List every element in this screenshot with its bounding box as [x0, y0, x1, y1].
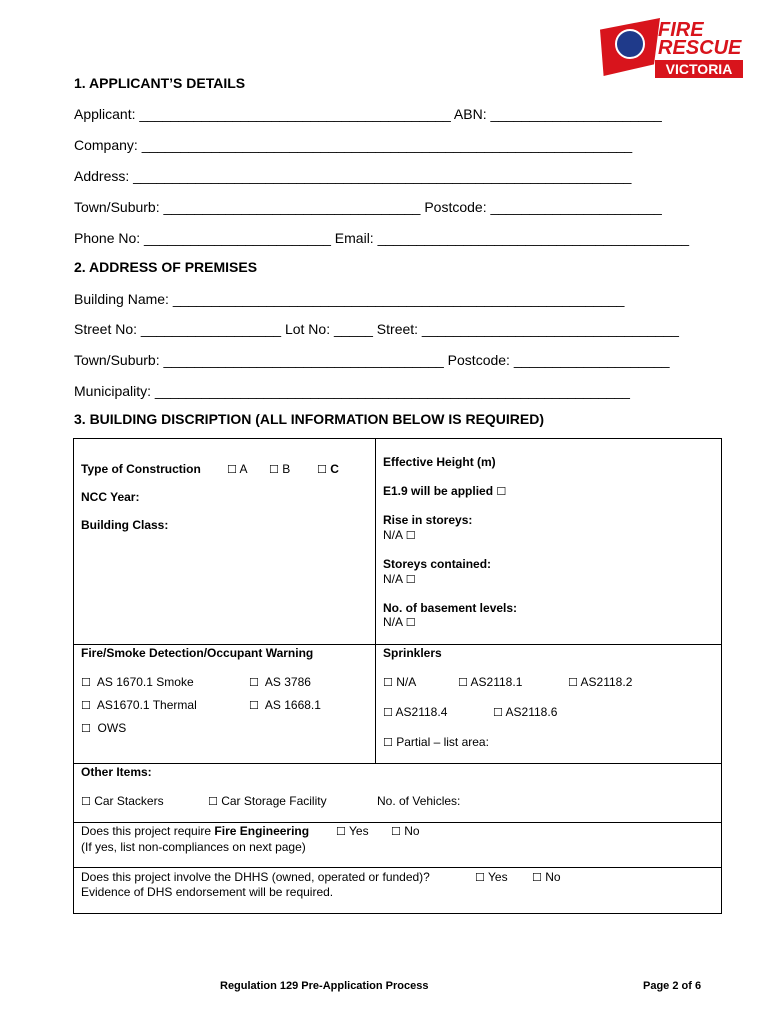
e19-checkbox[interactable]	[383, 484, 506, 499]
dhhs-note: Evidence of DHS endorsement will be required.	[81, 885, 334, 899]
rise-na-checkbox[interactable]	[383, 528, 416, 543]
basement-levels-label: No. of basement levels:	[383, 601, 518, 615]
construction-c-label: C	[330, 462, 339, 476]
fire-engineering-yes-checkbox[interactable]	[336, 824, 369, 839]
dhhs-no-checkbox[interactable]	[532, 870, 561, 885]
fire-engineering-bold-text: Fire Engineering	[214, 824, 310, 838]
dhhs-yes-label: Yes	[488, 870, 508, 884]
car-stackers-label: Car Stackers	[94, 794, 164, 808]
rise-na-label: N/A	[383, 528, 403, 542]
construction-a-label: A	[239, 462, 248, 476]
construction-a-checkbox[interactable]	[227, 462, 248, 477]
table-border-bottom	[73, 913, 722, 914]
rise-in-storeys-label: Rise in storeys:	[383, 513, 473, 527]
checkbox-icon: ☐	[532, 871, 542, 884]
checkbox-icon: ☐	[493, 706, 503, 719]
checkbox-icon: ☐	[405, 616, 416, 629]
as2118-6-label: AS2118.6	[505, 705, 558, 719]
checkbox-icon: ☐	[458, 676, 468, 689]
as1668-label: AS 1668.1	[264, 698, 321, 712]
checkbox-icon: ☐	[405, 529, 416, 542]
checkbox-icon: ☐	[81, 795, 91, 808]
checkbox-icon: ☐	[336, 825, 346, 838]
checkbox-icon: ☐	[81, 699, 91, 712]
storeys-na-label: N/A	[383, 572, 403, 586]
fire-engineering-note: (If yes, list non-compliances on next page)	[81, 840, 306, 854]
as2118-1-checkbox[interactable]	[458, 675, 522, 690]
construction-c-checkbox[interactable]	[317, 462, 339, 477]
checkbox-icon: ☐	[81, 722, 91, 735]
town-postcode-field[interactable]: Town/Suburb: _________________________________ Postcode: ______________________	[74, 199, 662, 215]
construction-b-checkbox[interactable]	[269, 462, 290, 477]
as2118-4-label: AS2118.4	[395, 705, 448, 719]
checkbox-icon: ☐	[249, 676, 259, 689]
fire-engineering-no-label: No	[404, 824, 420, 838]
table-border-left	[73, 438, 74, 914]
car-stackers-checkbox[interactable]	[81, 794, 164, 809]
checkbox-icon: ☐	[81, 676, 91, 689]
as3786-checkbox[interactable]	[249, 675, 311, 690]
fire-rescue-victoria-logo	[600, 14, 750, 80]
ows-label: OWS	[97, 721, 127, 735]
sprinkler-na-checkbox[interactable]	[383, 675, 416, 690]
checkbox-icon: ☐	[249, 699, 259, 712]
fire-engineering-question-text: Does this project require	[81, 824, 212, 838]
logo-seal-icon	[615, 29, 645, 59]
address-field[interactable]: Address: ________________________________________________________________	[74, 168, 632, 184]
section-building-title: 3. BUILDING DISCRIPTION (ALL INFORMATION BELOW IS REQUIRED)	[74, 411, 545, 427]
table-border-top	[73, 438, 722, 439]
building-class-label: Building Class:	[81, 518, 169, 532]
as1668-checkbox[interactable]	[249, 698, 321, 713]
car-storage-checkbox[interactable]	[208, 794, 327, 809]
dhhs-yes-checkbox[interactable]	[475, 870, 508, 885]
section-applicant-title: 1. APPLICANT’S DETAILS	[74, 75, 246, 91]
effective-height-label: Effective Height (m)	[383, 455, 496, 469]
as3786-label: AS 3786	[264, 675, 311, 689]
checkbox-icon: ☐	[496, 485, 507, 498]
table-row-divider-3	[73, 822, 722, 823]
as1670-thermal-checkbox[interactable]	[81, 698, 197, 713]
as1670-smoke-checkbox[interactable]	[81, 675, 194, 690]
storeys-contained-label: Storeys contained:	[383, 557, 492, 571]
fire-engineering-no-checkbox[interactable]	[391, 824, 420, 839]
checkbox-icon: ☐	[383, 736, 393, 749]
table-row-divider-4	[73, 867, 722, 868]
checkbox-icon: ☐	[317, 463, 327, 476]
checkbox-icon: ☐	[568, 676, 578, 689]
e19-label: E1.9 will be applied	[383, 484, 494, 498]
as2118-1-label: AS2118.1	[470, 675, 523, 689]
premises-town-postcode-field[interactable]: Town/Suburb: ____________________________________ Postcode: ____________________	[74, 352, 670, 368]
storeys-na-checkbox[interactable]	[383, 572, 416, 587]
fire-engineering-question	[81, 824, 309, 839]
as1670-smoke-label: AS 1670.1 Smoke	[96, 675, 194, 689]
partial-label: Partial – list area:	[396, 735, 489, 749]
table-row-divider-1	[73, 644, 722, 645]
dhhs-no-label: No	[545, 870, 561, 884]
building-description-table	[73, 438, 722, 914]
basement-na-checkbox[interactable]	[383, 615, 416, 630]
checkbox-icon: ☐	[391, 825, 401, 838]
as2118-4-checkbox[interactable]	[383, 705, 447, 720]
checkbox-icon: ☐	[475, 871, 485, 884]
table-column-divider	[375, 438, 376, 763]
checkbox-icon: ☐	[383, 676, 393, 689]
fire-engineering-yes-label: Yes	[349, 824, 369, 838]
phone-email-field[interactable]: Phone No: ________________________ Email: ________________________________________	[74, 230, 690, 246]
building-name-field[interactable]: Building Name: __________________________________________________________	[74, 291, 625, 307]
type-of-construction-label: Type of Construction	[81, 462, 201, 476]
checkbox-icon: ☐	[383, 706, 393, 719]
as2118-6-checkbox[interactable]	[493, 705, 557, 720]
logo-text-victoria: VICTORIA	[655, 60, 743, 78]
ncc-year-label: NCC Year:	[81, 490, 140, 504]
table-border-right	[721, 438, 722, 914]
ows-checkbox[interactable]	[81, 721, 126, 736]
checkbox-icon: ☐	[269, 463, 279, 476]
checkbox-icon: ☐	[405, 573, 416, 586]
checkbox-icon: ☐	[227, 463, 237, 476]
basement-na-label: N/A	[383, 615, 403, 629]
no-of-vehicles-label: No. of Vehicles:	[377, 794, 461, 808]
construction-b-label: B	[282, 462, 291, 476]
footer-title: Regulation 129 Pre-Application Process	[220, 980, 429, 992]
car-storage-label: Car Storage Facility	[221, 794, 327, 808]
as2118-2-checkbox[interactable]	[568, 675, 632, 690]
partial-checkbox[interactable]	[383, 735, 489, 750]
logo-text-rescue: RESCUE	[658, 37, 742, 59]
detection-title: Fire/Smoke Detection/Occupant Warning	[81, 646, 314, 660]
other-items-title: Other Items:	[81, 765, 152, 779]
as1670-thermal-label: AS1670.1 Thermal	[96, 698, 197, 712]
as2118-2-label: AS2118.2	[580, 675, 633, 689]
applicant-abn-field[interactable]: Applicant: ________________________________________ ABN: ______________________	[74, 106, 662, 122]
street-field[interactable]: Street No: __________________ Lot No: _____ Street: _________________________________	[74, 321, 679, 337]
page-number: Page 2 of 6	[643, 980, 702, 992]
table-row-divider-2	[73, 763, 722, 764]
municipality-field[interactable]: Municipality: _____________________________________________________________	[74, 383, 630, 399]
checkbox-icon: ☐	[208, 795, 218, 808]
logo-text-fire: FIRE	[658, 19, 704, 41]
company-field[interactable]: Company: _______________________________________________________________	[74, 137, 633, 153]
dhhs-question: Does this project involve the DHHS (owned, operated or funded)?	[81, 870, 430, 884]
section-premises-title: 2. ADDRESS OF PREMISES	[74, 259, 258, 275]
sprinkler-na-label: N/A	[396, 675, 417, 689]
sprinklers-title: Sprinklers	[383, 646, 442, 660]
